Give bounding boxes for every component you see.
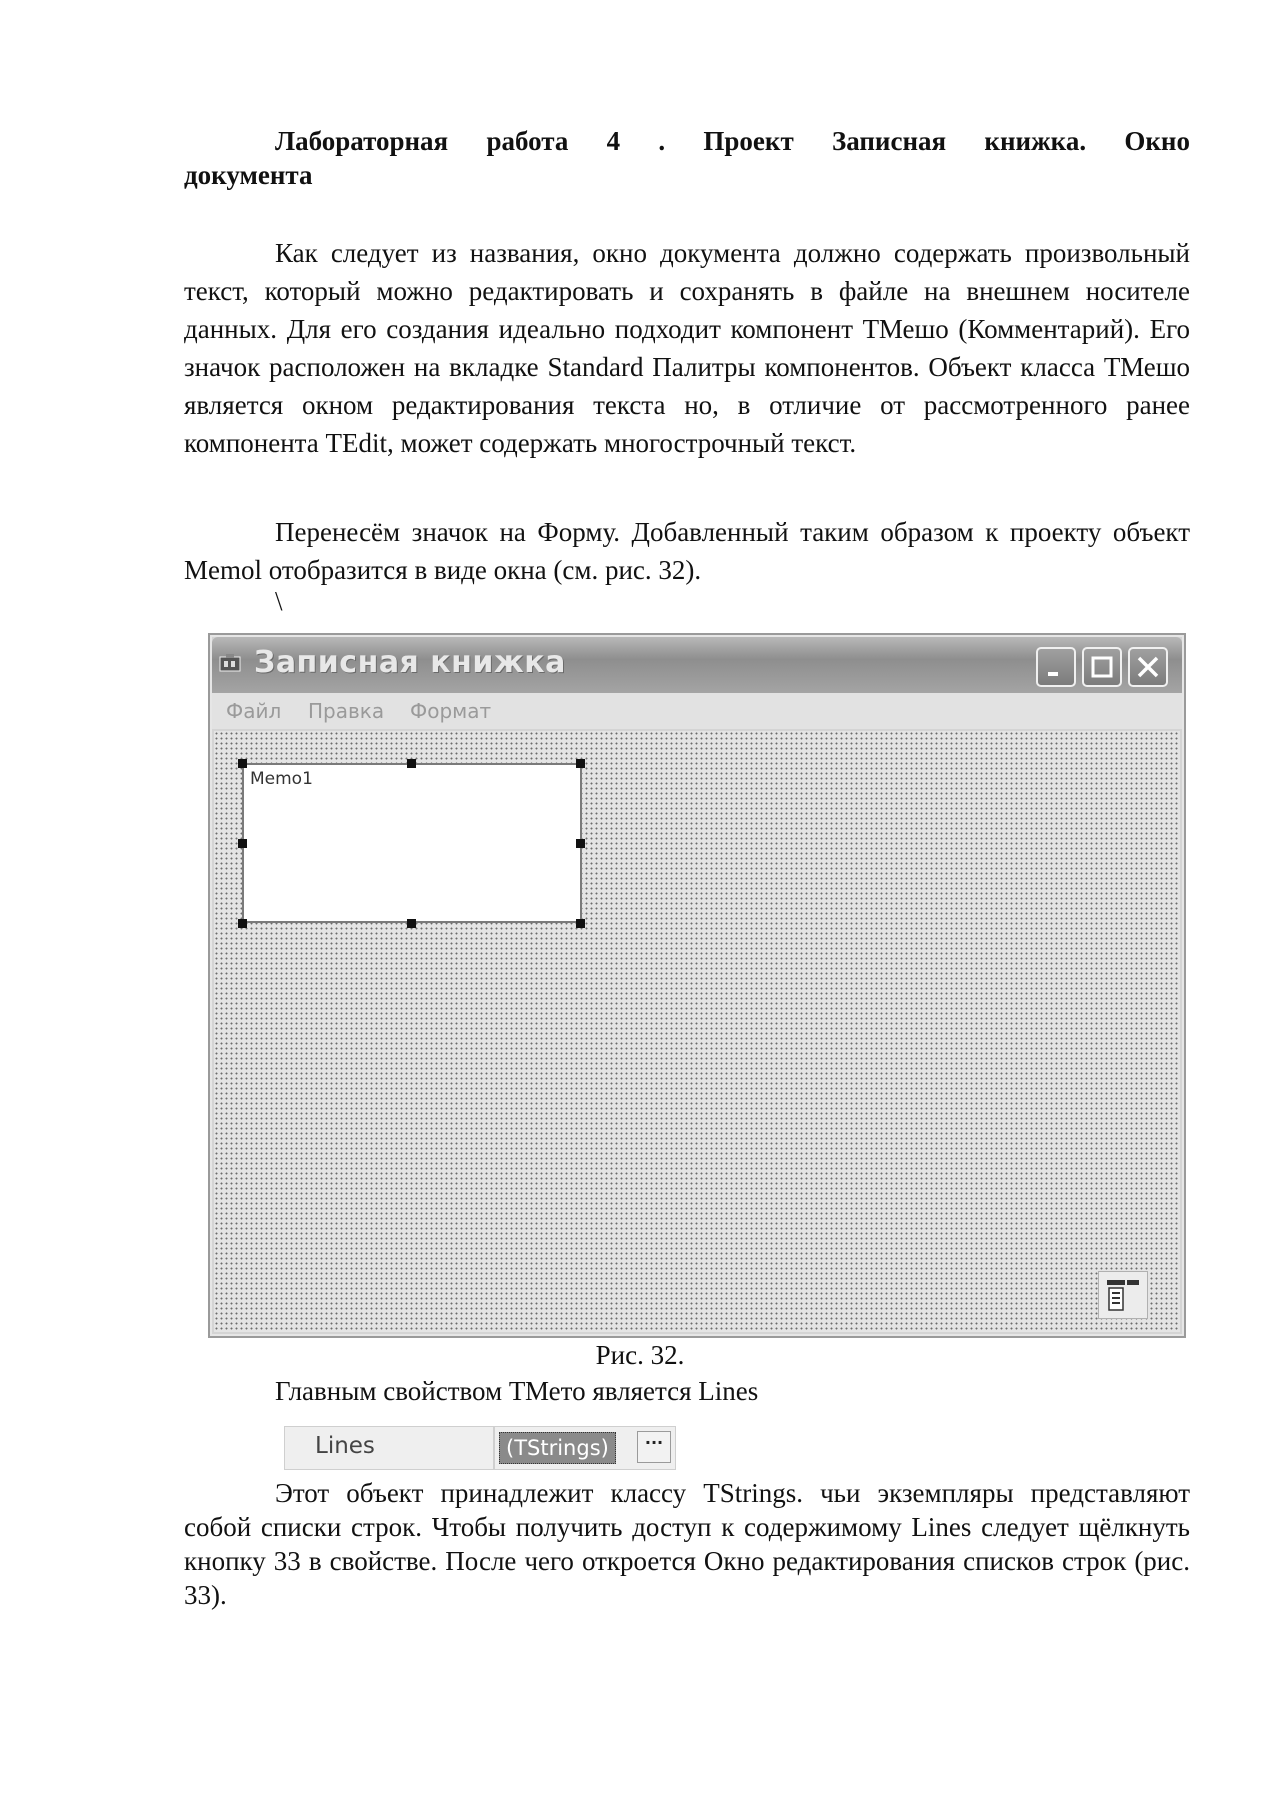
memo-text: Memo1 (250, 769, 313, 789)
main-menu-component-icon (1099, 1272, 1147, 1318)
memo-component[interactable] (242, 763, 582, 923)
title-word: Окно (1124, 126, 1190, 156)
menu-edit[interactable]: Правка (308, 699, 385, 723)
selection-handle[interactable] (576, 919, 585, 928)
ellipsis-button[interactable]: ··· (637, 1431, 671, 1463)
selection-handle[interactable] (238, 759, 247, 768)
property-value[interactable]: (TStrings) (499, 1432, 616, 1464)
title-word: работа (486, 126, 569, 156)
lines-property-row (284, 1426, 676, 1470)
lab-title (184, 124, 1190, 192)
minimize-icon (1044, 655, 1068, 679)
paragraph-3: Этот объект принадлежит классу TStrings. чьи экземпляры представляют собой списки строк. Чтобы получить доступ к содержимому Lines следует щёлкнуть кнопку 33 в свойстве. После чего откроется Окно редактирования списков строк (рис. 33). (184, 1478, 1190, 1610)
selection-handle[interactable] (407, 759, 416, 768)
maximize-icon (1090, 655, 1114, 679)
title-word: . (658, 126, 666, 156)
selection-handle[interactable] (238, 839, 247, 848)
menu-format[interactable]: Формат (410, 699, 492, 723)
app-icon (218, 653, 244, 675)
property-separator (493, 1427, 495, 1469)
property-name: Lines (315, 1433, 375, 1459)
close-button[interactable] (1128, 647, 1168, 687)
title-word: книжка. (984, 126, 1087, 156)
figure-caption: Рис. 32. (595, 1340, 685, 1370)
window-titlebar (212, 637, 1182, 693)
main-menu-component[interactable] (1098, 1271, 1148, 1319)
lab-title-line2: документа (184, 160, 313, 190)
title-word: Записная (831, 126, 947, 156)
title-word: 4 (606, 126, 621, 156)
selection-handle[interactable] (576, 759, 585, 768)
paragraph-1: Как следует из названия, окно документа должно содержать произвольный текст, который можно редактировать и сохранять в файле на внешнем носителе данных. Для его создания идеально подходит компонент ТМешо (Комментарий). Его значок расположен на вкладке Standard Палитры компонентов. Объект класса ТМешо является окном редактирования текста но, в отличие от рассмотренного ранее компонента TEdit, может содержать многострочный текст. (184, 238, 1190, 458)
notebook-window-screenshot (208, 633, 1186, 1338)
window-title: Записная книжка (254, 645, 566, 680)
window-menubar (212, 693, 1182, 729)
selection-handle[interactable] (576, 839, 585, 848)
stray-character: \ (275, 586, 283, 616)
main-property-sentence: Главным свойством ТМето является Lines (275, 1376, 759, 1406)
title-word: Лабораторная (275, 126, 449, 156)
maximize-button[interactable] (1082, 647, 1122, 687)
selection-handle[interactable] (238, 919, 247, 928)
close-icon (1136, 655, 1160, 679)
lab-title-line1 (184, 124, 1190, 158)
paragraph-2: Перенесём значок на Форму. Добавленный таким образом к проекту объект Memol отобразится в виде окна (см. рис. 32). (184, 517, 1190, 585)
minimize-button[interactable] (1036, 647, 1076, 687)
selection-handle[interactable] (407, 919, 416, 928)
menu-file[interactable]: Файл (226, 699, 282, 723)
title-word: Проект (703, 126, 794, 156)
